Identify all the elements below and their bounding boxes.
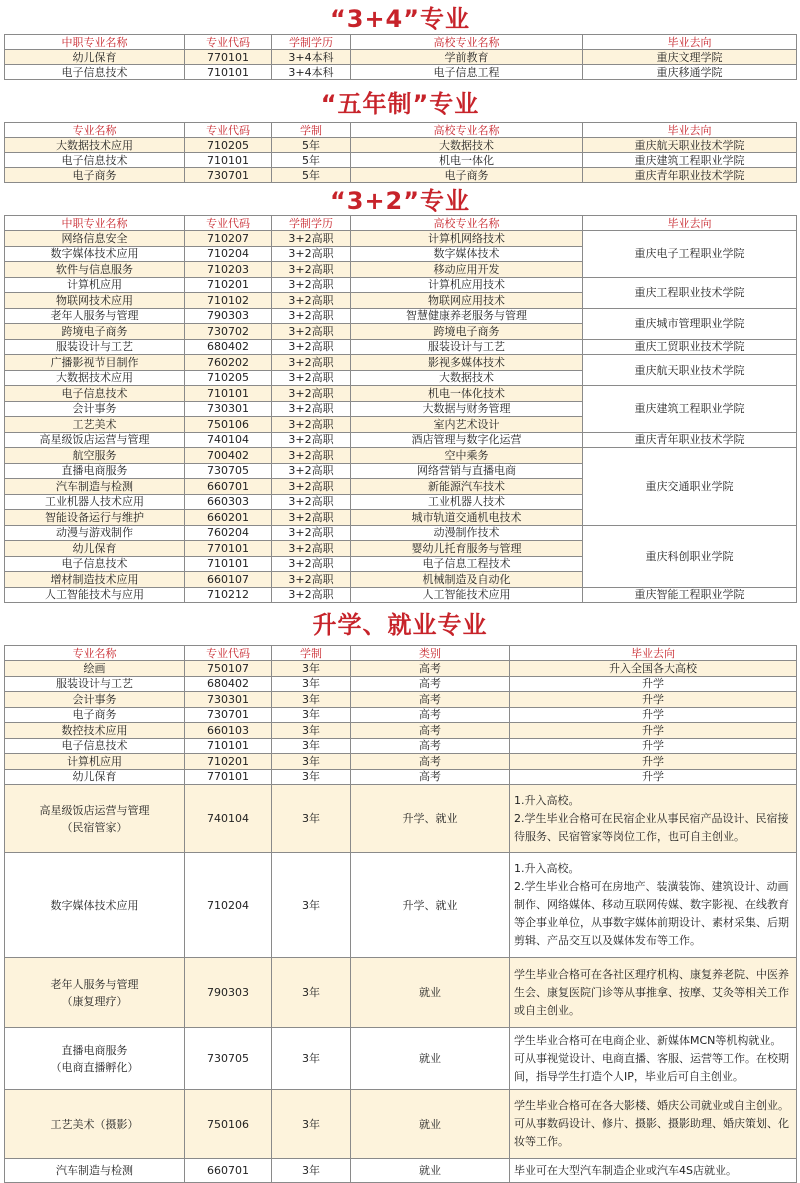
cell: 3+2高职 — [272, 463, 351, 479]
header-cell: 专业名称 — [5, 123, 185, 138]
cell: 高考 — [351, 754, 510, 770]
cell: 就业 — [351, 1028, 510, 1090]
cell: 5年 — [272, 168, 351, 183]
cell: 高考 — [351, 707, 510, 723]
cell: 升入全国各大高校 — [510, 661, 797, 677]
table-row — [5, 525, 797, 541]
cell: 3+2高职 — [272, 293, 351, 309]
header-cell: 专业名称 — [5, 646, 185, 661]
cell: 幼儿保育 — [5, 50, 185, 65]
destination-cell: 重庆青年职业技术学院 — [583, 432, 797, 448]
table-row — [5, 1028, 797, 1090]
major-subname: （电商直播孵化） — [50, 1060, 139, 1074]
cell: 3+4本科 — [272, 65, 351, 80]
cell: 710101 — [185, 65, 272, 80]
cell: 服装设计与工艺 — [351, 339, 583, 355]
header-cell: 毕业去向 — [583, 216, 797, 231]
header-cell: 学制学历 — [272, 216, 351, 231]
cell: 710203 — [185, 262, 272, 278]
cell: 大数据技术应用 — [5, 370, 185, 386]
table-row — [5, 723, 797, 739]
header-cell: 高校专业名称 — [351, 123, 583, 138]
section-title: “3+4”专业 — [329, 5, 471, 33]
cell: 3+2高职 — [272, 339, 351, 355]
cell: 重庆青年职业技术学院 — [583, 168, 797, 183]
cell: 升学 — [510, 769, 797, 785]
header-cell: 学制学历 — [272, 35, 351, 50]
destination-cell: 重庆交通职业学院 — [583, 448, 797, 526]
header-cell: 毕业去向 — [510, 646, 797, 661]
cell: 3+2高职 — [272, 262, 351, 278]
major-name: 汽车制造与检测 — [56, 1164, 133, 1177]
cell: 3+2高职 — [272, 479, 351, 495]
cell: 重庆文理学院 — [583, 50, 797, 65]
section-study-employment — [0, 603, 800, 1183]
cell: 酒店管理与数字化运营 — [351, 432, 583, 448]
cell: 3+2高职 — [272, 277, 351, 293]
cell: 3+2高职 — [272, 494, 351, 510]
section-title: “3+2”专业 — [329, 187, 471, 215]
cell: 升学 — [510, 692, 797, 708]
cell: 重庆建筑工程职业学院 — [583, 153, 797, 168]
cell: 影视多媒体技术 — [351, 355, 583, 371]
cell: 660701 — [185, 1159, 272, 1183]
destination-cell: 重庆航天职业技术学院 — [583, 355, 797, 386]
cell: 升学 — [510, 676, 797, 692]
cell: 660701 — [185, 479, 272, 495]
table-row — [5, 853, 797, 958]
table-header-row — [5, 123, 797, 138]
cell — [5, 785, 185, 853]
cell: 高考 — [351, 723, 510, 739]
cell: 物联网技术应用 — [5, 293, 185, 309]
table-row — [5, 65, 797, 80]
table-row — [5, 707, 797, 723]
cell: 710204 — [185, 246, 272, 262]
cell: 升学 — [510, 738, 797, 754]
cell: 660107 — [185, 572, 272, 588]
destination-cell: 重庆城市管理职业学院 — [583, 308, 797, 339]
cell: 跨境电子商务 — [351, 324, 583, 340]
cell: 大数据技术 — [351, 370, 583, 386]
cell: 机电一体化技术 — [351, 386, 583, 402]
cell: 3+2高职 — [272, 432, 351, 448]
cell: 3年 — [272, 769, 351, 785]
cell: 数字媒体技术应用 — [5, 246, 185, 262]
cell: 3年 — [272, 692, 351, 708]
cell: 3+2高职 — [272, 448, 351, 464]
cell: 跨境电子商务 — [5, 324, 185, 340]
cell: 660201 — [185, 510, 272, 526]
cell: 电子信息技术 — [5, 65, 185, 80]
cell: 3+2高职 — [272, 525, 351, 541]
cell: 电子商务 — [351, 168, 583, 183]
cell: 5年 — [272, 153, 351, 168]
cell: 电子信息技术 — [5, 386, 185, 402]
cell: 760204 — [185, 525, 272, 541]
cell: 幼儿保育 — [5, 541, 185, 557]
cell: 电子商务 — [5, 168, 185, 183]
cell — [5, 1159, 185, 1183]
cell: 服装设计与工艺 — [5, 339, 185, 355]
cell: 计算机应用 — [5, 754, 185, 770]
cell: 计算机应用技术 — [351, 277, 583, 293]
cell: 3+2高职 — [272, 370, 351, 386]
cell: 770101 — [185, 50, 272, 65]
cell: 数字媒体技术 — [351, 246, 583, 262]
table-3plus2 — [4, 215, 797, 603]
cell: 广播影视节目制作 — [5, 355, 185, 371]
cell: 750106 — [185, 1090, 272, 1159]
table-row — [5, 661, 797, 677]
cell: 3年 — [272, 754, 351, 770]
cell: 3年 — [272, 785, 351, 853]
table-header-row — [5, 216, 797, 231]
cell: 增材制造技术应用 — [5, 572, 185, 588]
cell: 新能源汽车技术 — [351, 479, 583, 495]
cell: 大数据技术 — [351, 138, 583, 153]
table-row — [5, 231, 797, 247]
cell: 730301 — [185, 692, 272, 708]
table-row — [5, 308, 797, 324]
table-row — [5, 448, 797, 464]
cell: 750107 — [185, 661, 272, 677]
cell: 智慧健康养老服务与管理 — [351, 308, 583, 324]
cell: 室内艺术设计 — [351, 417, 583, 433]
table-row — [5, 958, 797, 1028]
section-five-year — [0, 80, 800, 183]
cell: 710101 — [185, 738, 272, 754]
cell — [5, 958, 185, 1028]
destination-cell: 重庆工贸职业技术学院 — [583, 339, 797, 355]
cell: 3年 — [272, 853, 351, 958]
table-row — [5, 355, 797, 371]
cell: 电子商务 — [5, 707, 185, 723]
table-row — [5, 153, 797, 168]
header-cell: 高校专业名称 — [351, 35, 583, 50]
cell: 3+2高职 — [272, 541, 351, 557]
destination-cell: 重庆智能工程职业学院 — [583, 587, 797, 603]
cell: 3+2高职 — [272, 417, 351, 433]
table-header-row — [5, 35, 797, 50]
header-cell: 毕业去向 — [583, 35, 797, 50]
cell: 升学、就业 — [351, 853, 510, 958]
cell: 5年 — [272, 138, 351, 153]
header-cell: 专业代码 — [185, 123, 272, 138]
cell: 电子信息技术 — [5, 556, 185, 572]
cell: 升学 — [510, 707, 797, 723]
table-row — [5, 50, 797, 65]
cell: 3年 — [272, 1090, 351, 1159]
cell: 710205 — [185, 138, 272, 153]
cell: 3+4本科 — [272, 50, 351, 65]
table-row — [5, 785, 797, 853]
cell: 重庆航天职业技术学院 — [583, 138, 797, 153]
cell: 服装设计与工艺 — [5, 676, 185, 692]
table-row — [5, 738, 797, 754]
cell: 710102 — [185, 293, 272, 309]
cell: 680402 — [185, 339, 272, 355]
cell: 3+2高职 — [272, 246, 351, 262]
cell: 婴幼儿托育服务与管理 — [351, 541, 583, 557]
cell: 工业机器人技术应用 — [5, 494, 185, 510]
cell: 工业机器人技术 — [351, 494, 583, 510]
destination-cell: 重庆科创职业学院 — [583, 525, 797, 587]
cell: 电子信息技术 — [5, 153, 185, 168]
cell: 计算机应用 — [5, 277, 185, 293]
cell: 3年 — [272, 661, 351, 677]
cell: 3年 — [272, 707, 351, 723]
cell: 人工智能技术应用 — [351, 587, 583, 603]
table-row — [5, 769, 797, 785]
cell: 大数据与财务管理 — [351, 401, 583, 417]
section-3plus4 — [0, 0, 800, 80]
cell: 电子信息技术 — [5, 738, 185, 754]
cell: 770101 — [185, 769, 272, 785]
table-body — [5, 231, 797, 603]
cell: 3年 — [272, 958, 351, 1028]
cell: 高考 — [351, 692, 510, 708]
cell: 770101 — [185, 541, 272, 557]
table-row — [5, 676, 797, 692]
cell: 710207 — [185, 231, 272, 247]
cell: 3+2高职 — [272, 572, 351, 588]
cell: 680402 — [185, 676, 272, 692]
cell: 高星级饭店运营与管理 — [5, 432, 185, 448]
header-cell: 学制 — [272, 646, 351, 661]
cell: 730705 — [185, 1028, 272, 1090]
cell: 730301 — [185, 401, 272, 417]
table-study-employment — [4, 645, 797, 1183]
cell: 绘画 — [5, 661, 185, 677]
cell: 3年 — [272, 1159, 351, 1183]
cell: 高考 — [351, 769, 510, 785]
cell: 3年 — [272, 723, 351, 739]
cell: 3年 — [272, 738, 351, 754]
cell: 计算机网络技术 — [351, 231, 583, 247]
destination-text: 学生毕业合格可在各社区理疗机构、康复养老院、中医养生会、康复医院门诊等从事推拿、按摩、艾灸等相关工作或自主创业。 — [510, 958, 797, 1028]
table-row — [5, 1159, 797, 1183]
cell: 机械制造及自动化 — [351, 572, 583, 588]
table-3plus4 — [4, 34, 797, 80]
cell: 软件与信息服务 — [5, 262, 185, 278]
table-body — [5, 661, 797, 1183]
cell: 物联网应用技术 — [351, 293, 583, 309]
cell: 就业 — [351, 958, 510, 1028]
cell: 移动应用开发 — [351, 262, 583, 278]
major-name: 直播电商服务 — [61, 1043, 128, 1057]
cell: 710101 — [185, 153, 272, 168]
section-title: “五年制”专业 — [320, 90, 480, 118]
cell: 网络信息安全 — [5, 231, 185, 247]
destination-text: 1.升入高校。 2.学生毕业合格可在民宿企业从事民宿产品设计、民宿接待服务、民宿管家等岗位工作，也可自主创业。 — [510, 785, 797, 853]
cell: 就业 — [351, 1159, 510, 1183]
cell — [5, 1090, 185, 1159]
cell: 升学 — [510, 754, 797, 770]
cell: 660103 — [185, 723, 272, 739]
header-cell: 毕业去向 — [583, 123, 797, 138]
cell: 学前教育 — [351, 50, 583, 65]
cell: 升学 — [510, 723, 797, 739]
cell: 710201 — [185, 277, 272, 293]
table-row — [5, 754, 797, 770]
destination-cell: 重庆建筑工程职业学院 — [583, 386, 797, 433]
major-subname: （民宿管家） — [61, 820, 128, 834]
cell: 就业 — [351, 1090, 510, 1159]
cell: 高考 — [351, 738, 510, 754]
table-header-row — [5, 646, 797, 661]
cell: 人工智能技术与应用 — [5, 587, 185, 603]
cell: 730705 — [185, 463, 272, 479]
table-row — [5, 692, 797, 708]
cell: 3+2高职 — [272, 386, 351, 402]
header-cell: 专业代码 — [185, 35, 272, 50]
cell: 工艺美术 — [5, 417, 185, 433]
major-subname: （康复理疗） — [61, 994, 128, 1008]
header-cell: 专业代码 — [185, 646, 272, 661]
cell: 汽车制造与检测 — [5, 479, 185, 495]
cell: 750106 — [185, 417, 272, 433]
table-five-year — [4, 122, 797, 183]
cell: 790303 — [185, 308, 272, 324]
table-row — [5, 432, 797, 448]
cell: 重庆移通学院 — [583, 65, 797, 80]
major-name: 工艺美术（摄影） — [50, 1117, 139, 1131]
major-name: 老年人服务与管理 — [50, 977, 139, 991]
cell: 3+2高职 — [272, 510, 351, 526]
destination-text: 1.升入高校。 2.学生毕业合格可在房地产、装潢装饰、建筑设计、动画制作、网络媒体、移动互联网传媒、数字影视、在线教育等企事业单位，从事数字媒体前期设计、素材采集、后期剪辑、产品交互以及媒体发布等工作。 — [510, 853, 797, 958]
table-row — [5, 138, 797, 153]
major-name: 高星级饭店运营与管理 — [39, 803, 150, 817]
cell: 会计事务 — [5, 401, 185, 417]
cell: 710201 — [185, 754, 272, 770]
cell: 3年 — [272, 676, 351, 692]
cell: 动漫与游戏制作 — [5, 525, 185, 541]
cell: 710205 — [185, 370, 272, 386]
table-row — [5, 168, 797, 183]
cell: 3+2高职 — [272, 324, 351, 340]
cell: 动漫制作技术 — [351, 525, 583, 541]
cell: 740104 — [185, 785, 272, 853]
cell — [5, 853, 185, 958]
major-name: 数字媒体技术应用 — [50, 898, 139, 912]
cell: 790303 — [185, 958, 272, 1028]
cell: 大数据技术应用 — [5, 138, 185, 153]
cell: 城市轨道交通机电技术 — [351, 510, 583, 526]
header-cell: 高校专业名称 — [351, 216, 583, 231]
cell: 3+2高职 — [272, 308, 351, 324]
header-cell: 学制 — [272, 123, 351, 138]
cell: 3+2高职 — [272, 231, 351, 247]
section-title: 升学、就业专业 — [312, 611, 488, 639]
cell: 老年人服务与管理 — [5, 308, 185, 324]
cell: 700402 — [185, 448, 272, 464]
cell: 电子信息工程技术 — [351, 556, 583, 572]
cell: 3年 — [272, 1028, 351, 1090]
cell: 3+2高职 — [272, 355, 351, 371]
cell: 760202 — [185, 355, 272, 371]
cell: 710101 — [185, 386, 272, 402]
cell: 3+2高职 — [272, 401, 351, 417]
cell: 航空服务 — [5, 448, 185, 464]
cell: 空中乘务 — [351, 448, 583, 464]
table-row — [5, 1090, 797, 1159]
cell: 660303 — [185, 494, 272, 510]
cell: 710101 — [185, 556, 272, 572]
cell: 智能设备运行与维护 — [5, 510, 185, 526]
cell: 电子信息工程 — [351, 65, 583, 80]
cell: 数控技术应用 — [5, 723, 185, 739]
cell: 幼儿保育 — [5, 769, 185, 785]
table-row — [5, 386, 797, 402]
table-row — [5, 339, 797, 355]
cell: 740104 — [185, 432, 272, 448]
header-cell: 类别 — [351, 646, 510, 661]
cell: 710212 — [185, 587, 272, 603]
section-3plus2 — [0, 183, 800, 603]
cell: 会计事务 — [5, 692, 185, 708]
cell — [5, 1028, 185, 1090]
header-cell: 中职专业名称 — [5, 216, 185, 231]
destination-text: 学生毕业合格可在电商企业、新媒体MCN等机构就业。可从事视觉设计、电商直播、客服、运营等工作。在校期间，指导学生打造个人IP，毕业后可自主创业。 — [510, 1028, 797, 1090]
cell: 升学、就业 — [351, 785, 510, 853]
destination-cell: 重庆电子工程职业学院 — [583, 231, 797, 278]
cell: 3+2高职 — [272, 587, 351, 603]
destination-text: 毕业可在大型汽车制造企业或汽车4S店就业。 — [510, 1159, 797, 1183]
header-cell: 中职专业名称 — [5, 35, 185, 50]
destination-text: 学生毕业合格可在各大影楼、婚庆公司就业或自主创业。可从事数码设计、修片、摄影、摄影助理、婚庆策划、化妆等工作。 — [510, 1090, 797, 1159]
cell: 网络营销与直播电商 — [351, 463, 583, 479]
cell: 730701 — [185, 168, 272, 183]
destination-cell: 重庆工程职业技术学院 — [583, 277, 797, 308]
table-row — [5, 587, 797, 603]
cell: 直播电商服务 — [5, 463, 185, 479]
table-row — [5, 277, 797, 293]
cell: 3+2高职 — [272, 556, 351, 572]
cell: 高考 — [351, 661, 510, 677]
cell: 730701 — [185, 707, 272, 723]
cell: 730702 — [185, 324, 272, 340]
cell: 710204 — [185, 853, 272, 958]
cell: 机电一体化 — [351, 153, 583, 168]
cell: 高考 — [351, 676, 510, 692]
header-cell: 专业代码 — [185, 216, 272, 231]
